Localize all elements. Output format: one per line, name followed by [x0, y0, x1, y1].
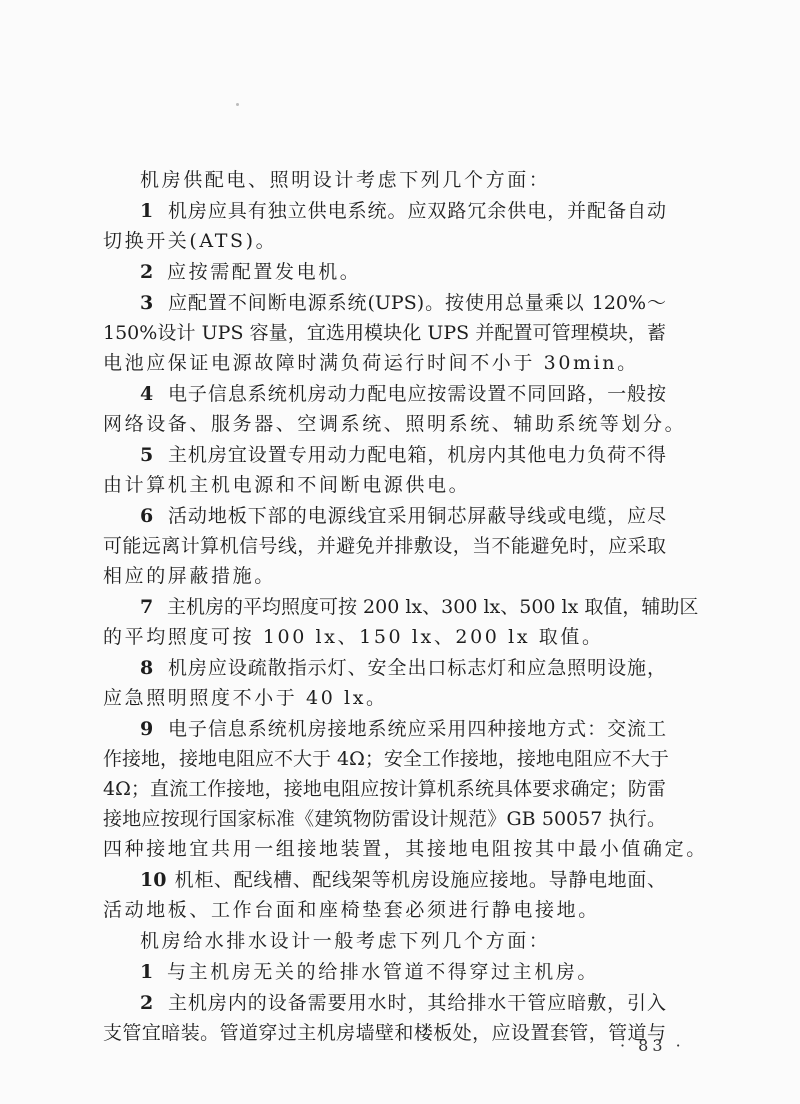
numbered-item — [103, 653, 666, 713]
item-number: 7 — [140, 595, 154, 618]
text-line — [103, 288, 666, 318]
numbered-item — [103, 440, 666, 500]
text-line — [103, 561, 666, 591]
line-text: 由计算机主机电源和不间断电源供电。 — [103, 473, 471, 496]
numbered-item — [103, 501, 666, 592]
text-line — [103, 714, 666, 744]
text-line — [103, 774, 666, 804]
numbered-item — [103, 957, 666, 987]
line-text: 电子信息系统机房接地系统应采用四种接地方式：交流工 — [167, 717, 666, 740]
line-text: 接地应按现行国家标准《建筑物防雷设计规范》GB 50057 执行。 — [103, 808, 666, 831]
text-line — [103, 622, 666, 652]
text-line — [103, 957, 666, 987]
item-number: 10 — [140, 869, 167, 892]
line-text: 主机房宜设置专用动力配电箱，机房内其他电力负荷不得 — [167, 443, 666, 466]
line-text: 电子信息系统机房动力配电应按需设置不同回路，一般按 — [167, 382, 666, 405]
text-line — [103, 1018, 666, 1048]
text-line — [103, 895, 666, 925]
line-text: 机房应设疏散指示灯、安全出口标志灯和应急照明设施， — [167, 656, 666, 679]
line-text: 主机房的平均照度可按 200 lx、300 lx、500 lx 取值，辅助区 — [167, 595, 699, 618]
line-text: 机柜、配线槽、配线架等机房设施应接地。导静电地面、 — [174, 869, 666, 892]
item-number: 2 — [140, 260, 154, 283]
line-text: 机房给水排水设计一般考虑下列几个方面： — [140, 930, 551, 953]
numbered-item — [103, 592, 699, 652]
text-line — [103, 531, 666, 561]
section-intro — [103, 926, 666, 956]
numbered-item — [103, 257, 666, 287]
line-text: 应按需配置发电机。 — [167, 260, 362, 283]
numbered-item — [103, 288, 666, 379]
text-line — [103, 165, 666, 195]
item-number: 3 — [140, 291, 154, 314]
section-intro — [103, 165, 666, 195]
text-line — [103, 653, 666, 683]
item-number: 2 — [140, 991, 154, 1014]
line-text: 150%设计 UPS 容量，宜选用模块化 UPS 并配置可管理模块，蓄 — [103, 321, 666, 344]
text-line — [103, 926, 666, 956]
line-text: 电池应保证电源故障时满负荷运行时间不小于 30min。 — [103, 351, 639, 374]
text-line — [103, 988, 666, 1018]
line-text: 可能远离计算机信号线，并避免并排敷设，当不能避免时，应采取 — [103, 534, 666, 557]
line-text: 的平均照度可按 100 lx、150 lx、200 lx 取值。 — [103, 625, 604, 648]
text-line — [103, 379, 666, 409]
text-line — [103, 348, 666, 378]
line-text: 4Ω；直流工作接地，接地电阻应按计算机系统具体要求确定；防雷 — [103, 778, 666, 801]
text-line — [103, 804, 666, 834]
line-text: 四种接地宜共用一组接地装置，其接地电阻按其中最小值确定。 — [103, 838, 708, 861]
text-line — [103, 470, 666, 500]
text-line — [103, 318, 666, 348]
line-text: 作接地，接地电阻应不大于 4Ω；安全工作接地，接地电阻应不大于 — [103, 747, 669, 770]
numbered-item — [103, 865, 666, 925]
item-number: 9 — [140, 717, 154, 740]
text-line — [103, 744, 669, 774]
line-text: 切换开关(ATS)。 — [103, 229, 278, 252]
text-line — [103, 834, 708, 864]
text-line — [103, 226, 666, 256]
numbered-item — [103, 379, 687, 439]
item-number: 1 — [140, 961, 154, 983]
line-text: 与主机房无关的给排水管道不得穿过主机房。 — [167, 961, 600, 983]
line-text: 机房应具有独立供电系统。应双路冗余供电，并配备自动 — [167, 199, 666, 222]
line-text: 应急照明照度不小于 40 lx。 — [103, 686, 388, 709]
item-number: 5 — [140, 443, 154, 466]
line-text: 网络设备、服务器、空调系统、照明系统、辅助系统等划分。 — [103, 412, 687, 435]
text-line — [103, 409, 687, 439]
scan-speck — [236, 103, 239, 106]
page-number: · 83 · — [620, 1036, 685, 1055]
text-line — [103, 501, 666, 531]
numbered-item — [103, 714, 708, 865]
numbered-item — [103, 196, 666, 256]
text-line — [103, 257, 666, 287]
item-number: 4 — [140, 382, 154, 405]
text-line — [103, 196, 666, 226]
line-text: 应配置不间断电源系统(UPS)。按使用总量乘以 120%～ — [167, 291, 666, 314]
text-line — [103, 865, 666, 895]
item-number: 6 — [140, 504, 154, 527]
line-text: 机房供配电、照明设计考虑下列几个方面： — [140, 169, 551, 191]
text-line — [103, 592, 699, 622]
line-text: 主机房内的设备需要用水时，其给排水干管应暗敷，引入 — [167, 991, 666, 1014]
item-number: 8 — [140, 656, 154, 679]
line-text: 活动地板下部的电源线宜采用铜芯屏蔽导线或电缆，应尽 — [167, 504, 666, 527]
numbered-item — [103, 988, 666, 1048]
line-text: 相应的屏蔽措施。 — [103, 565, 276, 587]
line-text: 活动地板、工作台面和座椅垫套必须进行静电接地。 — [103, 899, 600, 922]
line-text: 支管宜暗装。管道穿过主机房墙壁和楼板处，应设置套管，管道与 — [103, 1021, 666, 1044]
text-line — [103, 683, 666, 713]
item-number: 1 — [140, 199, 154, 222]
text-line — [103, 440, 666, 470]
